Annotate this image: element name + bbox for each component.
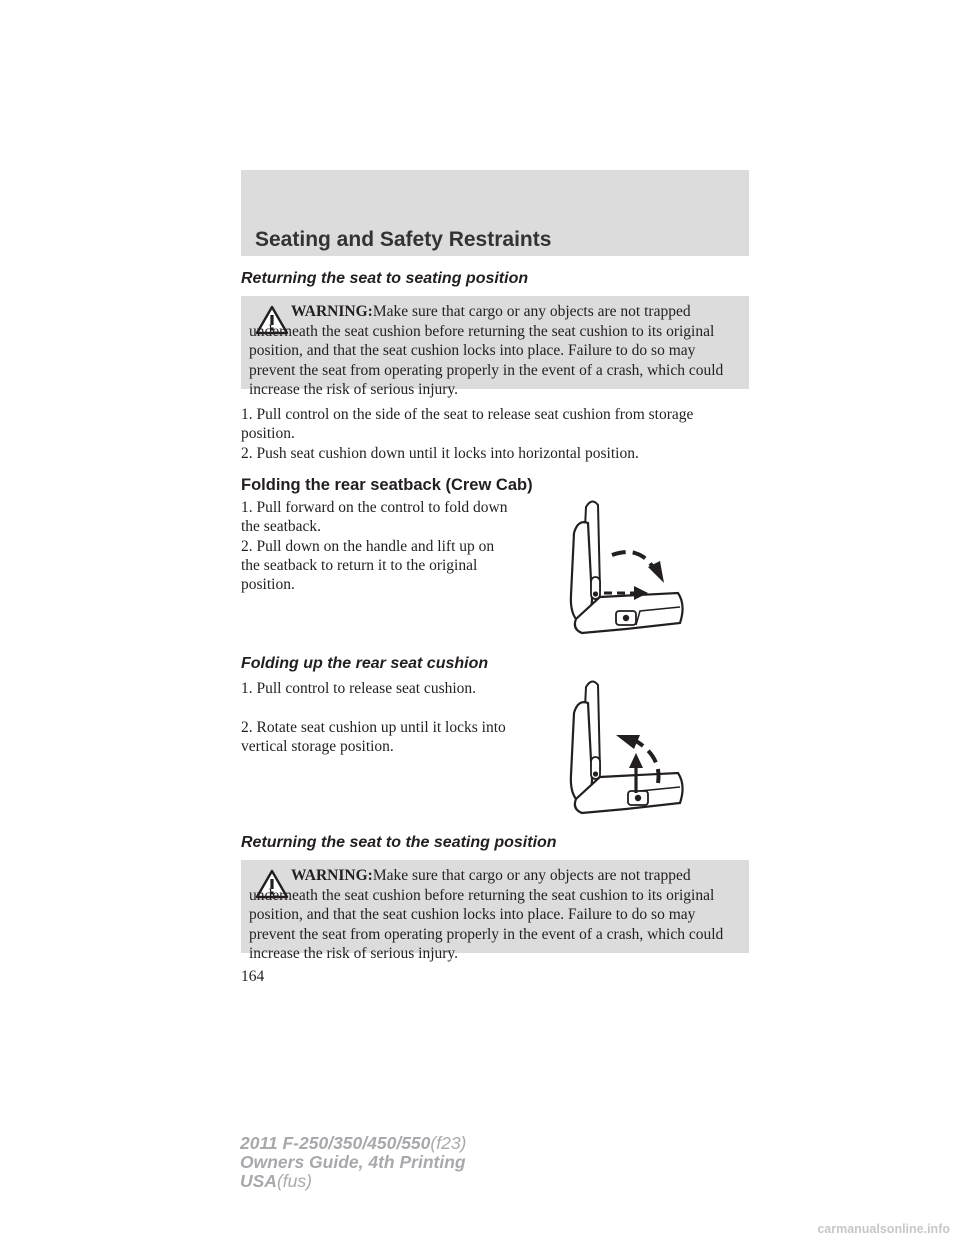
- warning-body: Make sure that cargo or any objects are not trapped underneath the seat cushion before returning the seat cushion to its original position, and that the seat cushion locks into place. Failure to do so may prevent the seat from operating properly in the event of a crash, which could increase the risk of serious injury.: [249, 867, 724, 963]
- footer-model-line: [240, 1134, 466, 1153]
- cushion-fold-illustration: [560, 675, 695, 820]
- step-text: 2. Pull down on the handle and lift up on the seatback to return it to the original position.: [241, 538, 495, 593]
- step-text: 1. Pull control to release seat cushion.: [241, 680, 477, 697]
- section-title-returning-seat-2: Returning the seat to the seating position: [241, 834, 557, 851]
- step-text: 2. Push seat cushion down until it locks into horizontal position.: [241, 445, 639, 462]
- step-text: 2. Rotate seat cushion up until it locks into vertical storage position.: [241, 719, 506, 755]
- page-title: Seating and Safety Restraints: [255, 228, 552, 251]
- step-text: 1. Pull control on the side of the seat to release seat cushion from storage position.: [241, 406, 694, 442]
- footer: [240, 1134, 466, 1191]
- footer-model: 2011 F-250/350/450/550: [240, 1133, 431, 1153]
- section-title-folding-seatback: Folding the rear seatback (Crew Cab): [241, 476, 533, 494]
- section-title-returning-seat: Returning the seat to seating position: [241, 270, 529, 287]
- warning-body: Make sure that cargo or any objects are not trapped underneath the seat cushion before returning the seat cushion to its original position, and that the seat cushion locks into place. Failure to do so may prevent the seat from operating properly in the event of a crash, which could increase the risk of serious injury.: [249, 303, 724, 399]
- footer-model-code: (f23): [430, 1133, 467, 1153]
- warning-label: WARNING:: [291, 867, 373, 884]
- warning-text: [249, 866, 743, 964]
- footer-region: USA: [240, 1171, 277, 1191]
- warning-text: [249, 302, 743, 400]
- footer-guide: Owners Guide, 4th Printing: [240, 1152, 466, 1172]
- watermark: carmanualsonline.info: [817, 1222, 950, 1236]
- warning-box: [241, 296, 749, 399]
- page-number: 164: [241, 968, 265, 985]
- section-title-folding-cushion: Folding up the rear seat cushion: [241, 655, 489, 672]
- footer-region-line: [240, 1172, 466, 1191]
- footer-region-code: (fus): [276, 1171, 312, 1191]
- warning-label: WARNING:: [291, 303, 373, 320]
- header-band: [241, 170, 749, 256]
- step-text: 1. Pull forward on the control to fold down the seatback.: [241, 499, 508, 535]
- warning-box: [241, 860, 749, 963]
- seatback-fold-illustration: [560, 495, 695, 640]
